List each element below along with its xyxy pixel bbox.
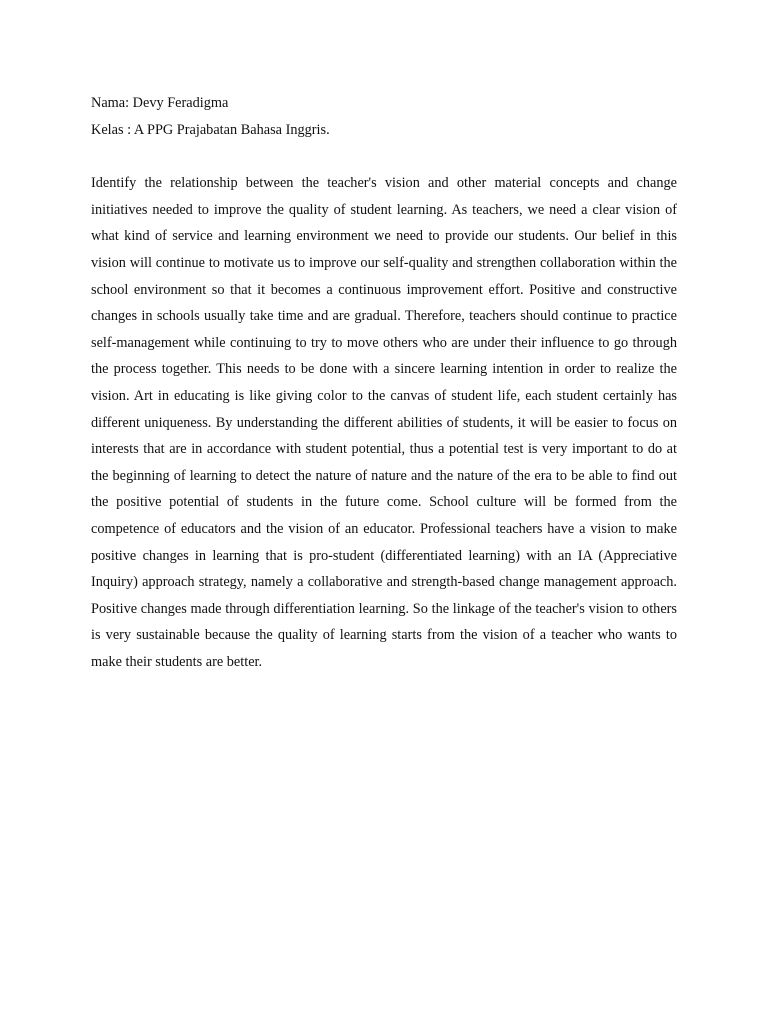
body-paragraph: Identify the relationship between the teacher's vision and other material concepts and change initiatives needed to improve the quality of student learning. As teachers, we need a clear vision of what kind of service and learning environment we need to provide our students. Our belief in this vision will continue to motivate us to improve our self-quality and strengthen collaboration within the school environment so that it becomes a continuous improvement effort. Positive and constructive changes in schools usually take time and are gradual. Therefore, teachers should continue to practice self-management while continuing to try to move others who are under their influence to go through the process together. This needs to be done with a sincere learning intention in order to realize the vision. Art in educating is like giving color to the canvas of student life, each student certainly has different uniqueness. By understanding the different abilities of students, it will be easier to focus on interests that are in accordance with student potential, thus a potential test is very important to do at the beginning of learning to detect the nature of nature and the nature of the era to be able to find out the positive potential of students in the future come. School culture will be formed from the competence of educators and the vision of an educator. Professional teachers have a vision to make positive changes in learning that is pro-student (differentiated learning) with an IA (Appreciative Inquiry) approach strategy, namely a collaborative and strength-based change management approach. Positive changes made through differentiation learning. So the linkage of the teacher's vision to others is very sustainable because the quality of learning starts from the vision of a teacher who wants to make their students are better. [91, 175, 677, 670]
student-class-line: Kelas : A PPG Prajabatan Bahasa Inggris. [91, 121, 330, 138]
student-name-line: Nama: Devy Feradigma [91, 95, 229, 111]
document-content [91, 90, 677, 675]
